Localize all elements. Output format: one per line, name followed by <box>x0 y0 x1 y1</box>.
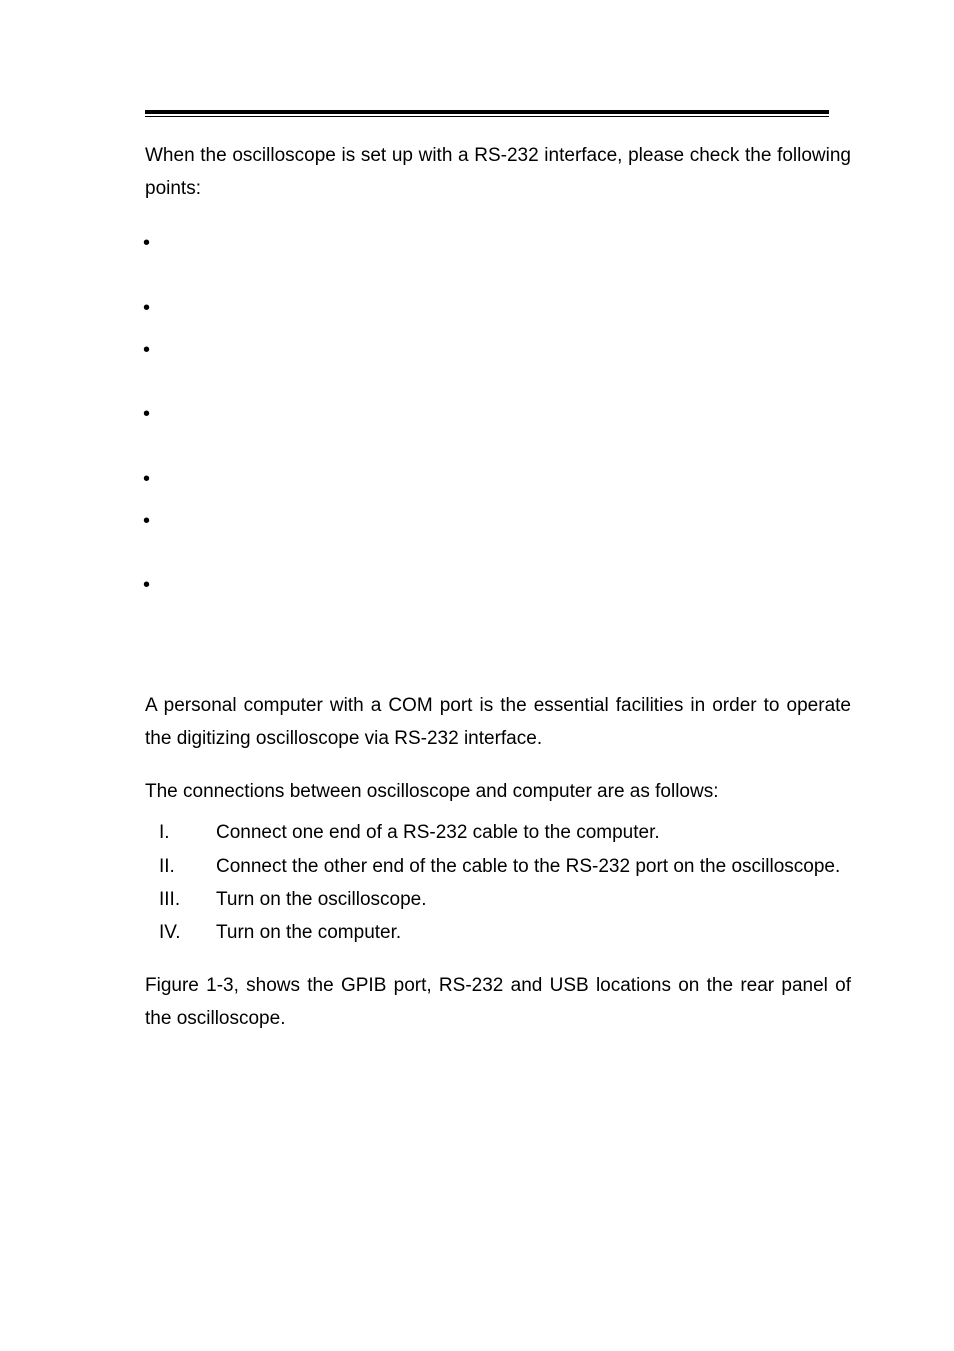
list-item-text: Connect the other end of the cable to the RS-232 port on the oscilloscope. <box>216 856 841 877</box>
bullet-icon: • <box>143 574 151 596</box>
list-item-number: I. <box>159 822 170 843</box>
bullet-icon: • <box>143 468 151 490</box>
list-item <box>159 888 859 912</box>
connections-lead-paragraph: The connections between oscilloscope and computer are as follows: <box>145 781 719 802</box>
list-item-text: Turn on the oscilloscope. <box>216 889 427 910</box>
header-rule-thick <box>145 110 829 114</box>
list-item-text: Connect one end of a RS-232 cable to the computer. <box>216 822 660 843</box>
list-item <box>159 855 859 879</box>
bullet-icon: • <box>143 297 151 319</box>
intro-paragraph: When the oscilloscope is set up with a RS-232 interface, please check the following points: <box>145 145 851 199</box>
bullet-icon: • <box>143 510 151 532</box>
list-item-number: III. <box>159 889 181 910</box>
connection-intro-paragraph: A personal computer with a COM port is the essential facilities in order to operate the digitizing oscilloscope via RS-232 interface. <box>145 695 851 749</box>
bullet-icon: • <box>143 403 151 425</box>
list-item-number: II. <box>159 856 175 877</box>
bullet-icon: • <box>143 339 151 361</box>
figure-note-paragraph: Figure 1-3, shows the GPIB port, RS-232 and USB locations on the rear panel of the oscilloscope. <box>145 975 851 1029</box>
header-rule-thin <box>145 116 829 117</box>
list-item <box>159 821 859 845</box>
list-item-text: Turn on the computer. <box>216 922 402 943</box>
bullet-icon: • <box>143 232 151 254</box>
list-item-number: IV. <box>159 922 181 943</box>
list-item <box>159 921 859 945</box>
